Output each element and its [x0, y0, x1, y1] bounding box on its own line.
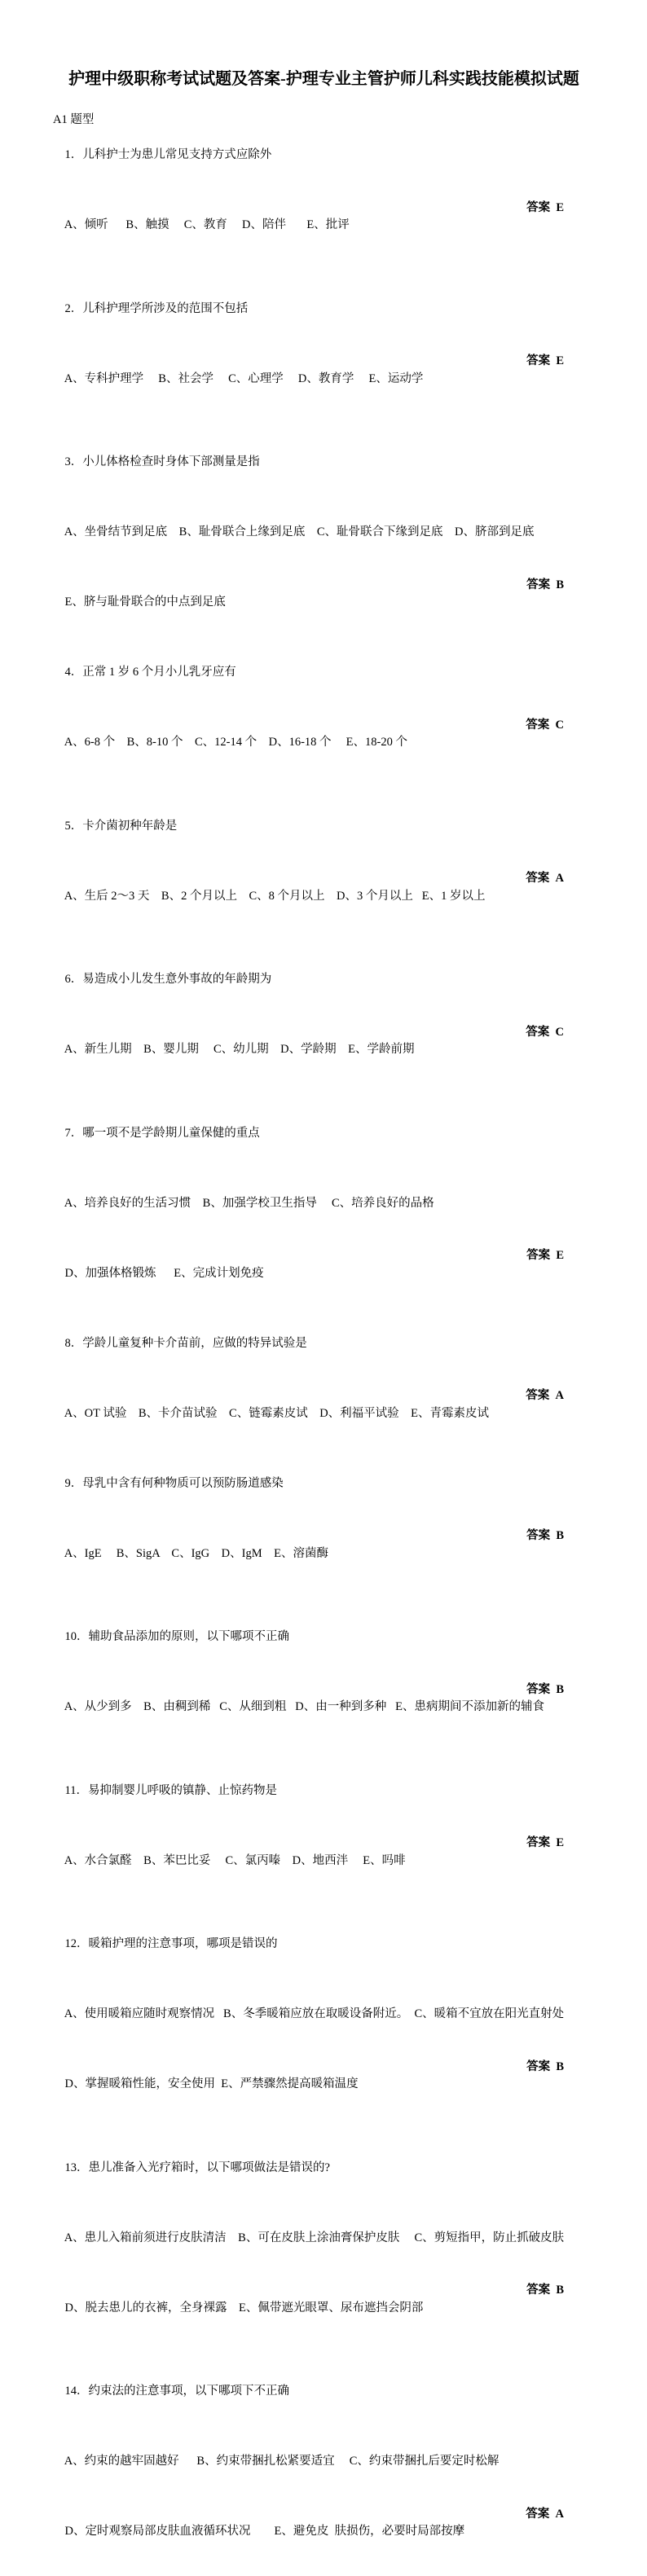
question-line-text: A、OT 试验 B、卡介苗试验 C、链霉素皮试 D、利福平试验 E、青霉素皮试: [64, 1406, 490, 1420]
question-line-text: A、水合氯醛 B、苯巴比妥 C、氯丙嗪 D、地西泮 E、吗啡: [64, 1853, 406, 1867]
question-line: [53, 647, 595, 717]
question-line: [53, 1177, 595, 1247]
question-line: [53, 2142, 595, 2212]
question-line: [53, 1835, 595, 1905]
question-line-text: 6．易造成小儿发生意外事故的年龄期为: [64, 973, 272, 986]
question-line-text: 10．辅助食品添加的原则，以下哪项不正确: [64, 1630, 289, 1643]
question-line-text: 7．哪一项不是学龄期儿童保健的重点: [64, 1126, 260, 1140]
question-block: [53, 1611, 595, 1752]
question-line: [53, 507, 595, 577]
question-block: [53, 1765, 595, 1905]
question-line: [53, 1528, 595, 1598]
question-line: [53, 2212, 595, 2282]
question-line: [53, 1681, 595, 1752]
question-line: [53, 200, 595, 270]
question-line-text: A、生后 2～3 天 B、2 个月以上 C、8 个月以上 D、3 个月以上 E、1 岁以上: [64, 889, 486, 903]
question-line-text: A、新生儿期 B、婴儿期 C、幼儿期 D、学龄期 E、学龄前期: [64, 1043, 415, 1056]
question-line-text: 2．儿科护理学所涉及的范围不包括: [64, 301, 249, 315]
question-line: [53, 1107, 595, 1177]
question-block: [53, 2366, 595, 2576]
answer-label: 答案 A: [521, 1387, 564, 1405]
answer-label: 答案 E: [522, 1247, 564, 1265]
question-line: [53, 954, 595, 1024]
question-line-text: A、从少到多 B、由稠到稀 C、从细到粗 D、由一种到多种 E、患病期间不添加新的辅食: [64, 1700, 544, 1713]
question-line: [53, 2436, 595, 2506]
question-line: [53, 1611, 595, 1681]
question-line-text: D、掌握暖箱性能，安全使用 E、严禁骤然提高暖箱温度: [64, 2077, 359, 2090]
question-line: [53, 2282, 595, 2352]
question-line-text: 8．学龄儿童复种卡介苗前，应做的特异试验是: [64, 1336, 307, 1350]
question-line: [53, 1247, 595, 1317]
question-line-text: A、专科护理学 B、社会学 C、心理学 D、教育学 E、运动学: [64, 371, 424, 385]
question-line-text: A、患儿入箱前须进行皮肤清洁 B、可在皮肤上涂油膏保护皮肤 C、剪短指甲，防止抓破皮肤: [64, 2231, 565, 2244]
answer-label: 答案 A: [521, 2506, 564, 2524]
question-line-text: 4．正常 1 岁 6 个月小儿乳牙应有: [64, 666, 236, 679]
question-line-text: 3．小儿体格检查时身体下部测量是指: [64, 455, 260, 468]
question-block: [53, 1919, 595, 2129]
question-block: [53, 954, 595, 1094]
question-line: [53, 717, 595, 787]
section-type-label: A1 题型: [53, 113, 95, 126]
question-block: [53, 800, 595, 940]
document-page: [53, 68, 595, 2576]
question-line-text: 11．易抑制婴儿呼吸的镇静、止惊药物是: [64, 1783, 277, 1797]
question-line-text: D、加强体格锻炼 E、完成计划免疫: [64, 1266, 264, 1280]
question-block: [53, 1107, 595, 1317]
question-block: [53, 647, 595, 787]
question-line-text: A、约束的越牢固越好 B、约束带捆扎松紧要适宜 C、约束带捆扎后要定时松解: [64, 2455, 500, 2468]
question-line-text: 1．儿科护士为患儿常见支持方式应除外: [64, 148, 272, 161]
answer-label: 答案 B: [522, 2282, 564, 2300]
question-line-text: D、脱去患儿的衣裤，全身裸露 E、佩带遮光眼罩、尿布遮挡会阴部: [64, 2301, 424, 2314]
question-line: [53, 130, 595, 200]
answer-label: 答案 E: [522, 353, 564, 371]
question-block: [53, 2142, 595, 2352]
question-line: [53, 1457, 595, 1528]
question-block: [53, 283, 595, 423]
question-line-text: A、倾听 B、触摸 C、教育 D、陪伴 E、批评: [64, 218, 350, 231]
question-line-text: D、定时观察局部皮肤血液循环状况 E、避免皮 肤损伤，必要时局部按摩: [64, 2525, 465, 2538]
answer-label: 答案 B: [522, 1528, 564, 1545]
question-list: [53, 130, 595, 2576]
answer-label: 答案 C: [521, 717, 564, 735]
question-line: [53, 2366, 595, 2436]
answer-label: 答案 B: [522, 2059, 564, 2077]
question-line-text: A、6-8 个 B、8-10 个 C、12-14 个 D、16-18 个 E、18-20 个: [64, 736, 407, 749]
answer-label: 答案 A: [521, 870, 564, 888]
answer-label: 答案 B: [522, 1681, 564, 1699]
question-line: [53, 353, 595, 423]
question-line: [53, 2506, 595, 2576]
answer-label: 答案 E: [522, 200, 564, 218]
question-block: [53, 1457, 595, 1598]
question-line: [53, 800, 595, 870]
question-block: [53, 130, 595, 270]
question-line: [53, 437, 595, 507]
question-line: [53, 1317, 595, 1387]
question-line-text: 14．约束法的注意事项，以下哪项下不正确: [64, 2385, 289, 2398]
answer-label: 答案 B: [522, 577, 564, 595]
question-line-text: A、坐骨结节到足底 B、耻骨联合上缘到足底 C、耻骨联合下缘到足底 D、脐部到足底: [64, 525, 535, 538]
answer-label: 答案 E: [522, 1835, 564, 1853]
question-line: [53, 1765, 595, 1835]
answer-label: 答案 C: [521, 1024, 564, 1042]
question-line-text: A、IgE B、SigA C、IgG D、IgM E、溶菌酶: [64, 1546, 328, 1560]
question-line-text: 9．母乳中含有何种物质可以预防肠道感染: [64, 1476, 284, 1490]
question-block: [53, 437, 595, 647]
question-line-text: A、培养良好的生活习惯 B、加强学校卫生指导 C、培养良好的品格: [64, 1196, 434, 1210]
question-line-text: 5．卡介菌初种年龄是: [64, 819, 178, 833]
question-line: [53, 1387, 595, 1457]
question-line-text: E、脐与耻骨联合的中点到足底: [64, 596, 226, 609]
question-line: [53, 2059, 595, 2129]
question-line-text: 12．暖箱护理的注意事项，哪项是错误的: [64, 1937, 278, 1950]
question-block: [53, 1317, 595, 1457]
question-line: [53, 283, 595, 353]
question-line: [53, 1024, 595, 1094]
document-title: 护理中级职称考试试题及答案-护理专业主管护师儿科实践技能模拟试题: [68, 70, 579, 88]
question-line: [53, 870, 595, 940]
question-line: [53, 1919, 595, 1989]
question-line-text: A、使用暖箱应随时观察情况 B、冬季暖箱应放在取暖设备附近。 C、暖箱不宜放在阳光直射处: [64, 2007, 565, 2020]
question-line: [53, 1989, 595, 2059]
question-line: [53, 577, 595, 647]
question-line-text: 13．患儿准备入光疗箱时，以下哪项做法是错误的?: [64, 2161, 330, 2174]
